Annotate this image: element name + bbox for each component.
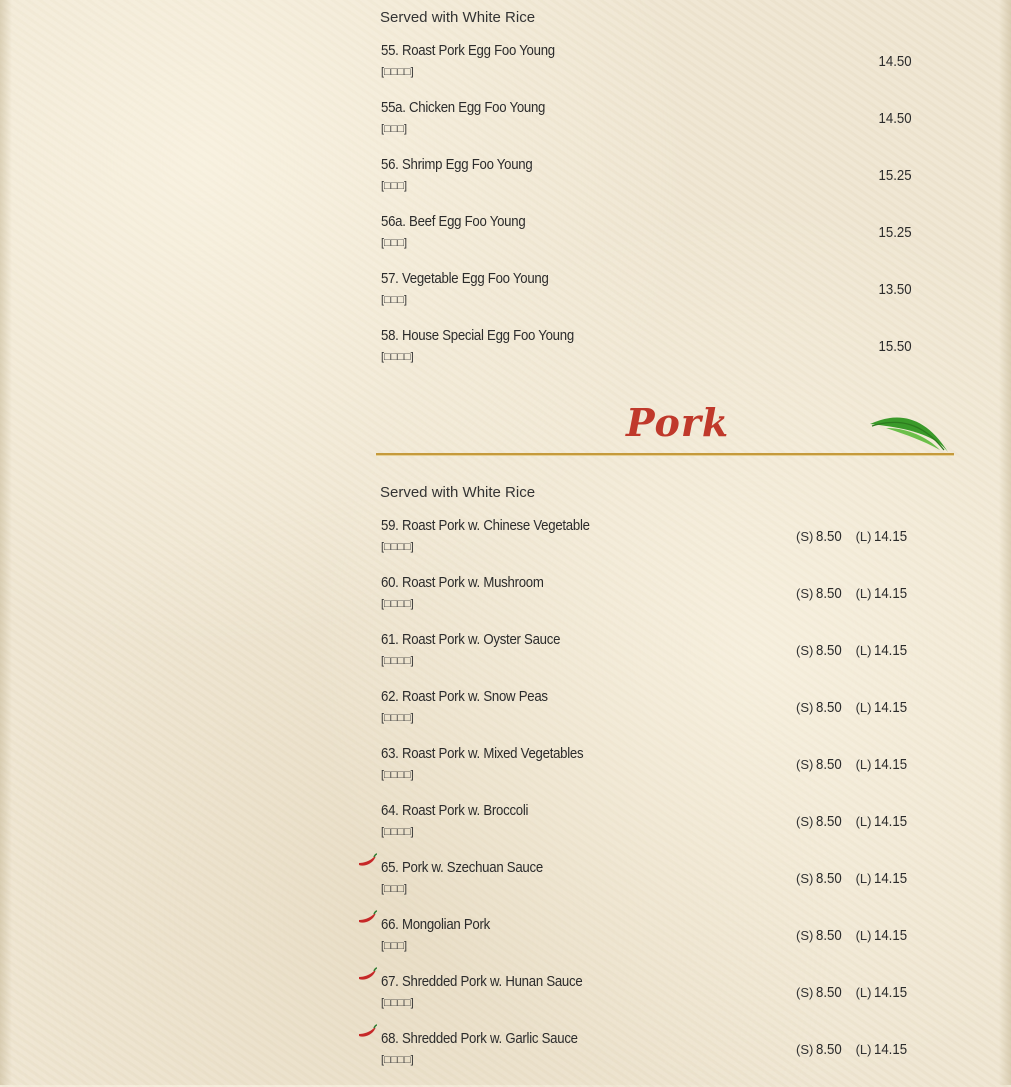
menu-item [356, 973, 956, 1030]
menu-column [356, 0, 956, 1085]
price-small: 8.50 [816, 528, 843, 545]
size-small-label: (S) [796, 814, 814, 829]
item-prices [796, 927, 912, 945]
item-name: 65. Pork w. Szechuan Sauce [381, 859, 543, 876]
item-prices [796, 642, 912, 660]
menu-item [356, 745, 956, 802]
menu-item [356, 327, 956, 384]
menu-item [356, 688, 956, 745]
item-name: 60. Roast Pork w. Mushroom [381, 574, 544, 591]
menu-item [356, 42, 956, 99]
leaf-icon [866, 406, 952, 456]
price-small: 8.50 [816, 984, 843, 1001]
item-name: 55. Roast Pork Egg Foo Young [381, 42, 555, 59]
item-price: 15.25 [878, 224, 912, 241]
item-name: 62. Roast Pork w. Snow Peas [381, 688, 548, 705]
price-large: 14.15 [874, 528, 908, 545]
price-small: 8.50 [816, 585, 843, 602]
size-large-label: (L) [855, 871, 872, 886]
price-small: 8.50 [816, 1041, 843, 1058]
item-chinese-name: [□□□] [381, 294, 408, 306]
item-name: 63. Roast Pork w. Mixed Vegetables [381, 745, 584, 762]
size-small-label: (S) [796, 871, 814, 886]
item-chinese-name: [□□□□] [381, 769, 414, 781]
menu-item [356, 99, 956, 156]
paper-edge-left [0, 0, 12, 1085]
item-prices [796, 984, 912, 1002]
size-small-label: (S) [796, 529, 814, 544]
item-chinese-name: [□□□□] [381, 655, 414, 667]
item-chinese-name: [□□□□] [381, 826, 414, 838]
menu-item [356, 270, 956, 327]
size-small-label: (S) [796, 1042, 814, 1057]
served-note: Served with White Rice [380, 484, 536, 501]
size-large-label: (L) [855, 757, 872, 772]
menu-item [356, 916, 956, 973]
price-small: 8.50 [816, 870, 843, 887]
size-large-label: (L) [855, 1042, 872, 1057]
size-large-label: (L) [855, 928, 872, 943]
size-large-label: (L) [855, 700, 872, 715]
item-chinese-name: [□□□□] [381, 598, 414, 610]
menu-item [356, 574, 956, 631]
item-chinese-name: [□□□□] [381, 997, 414, 1009]
item-name: 66. Mongolian Pork [381, 916, 490, 933]
item-prices [796, 813, 912, 831]
item-name: 67. Shredded Pork w. Hunan Sauce [381, 973, 583, 990]
size-large-label: (L) [855, 586, 872, 601]
menu-item [356, 156, 956, 213]
item-price: 15.50 [878, 338, 912, 355]
item-chinese-name: [□□□] [381, 180, 408, 192]
price-large: 14.15 [874, 699, 908, 716]
item-chinese-name: [□□□□] [381, 712, 414, 724]
item-prices [796, 528, 912, 546]
size-small-label: (S) [796, 586, 814, 601]
served-note: Served with White Rice [380, 9, 536, 26]
item-chinese-name: [□□□□] [381, 1054, 414, 1066]
item-price: 14.50 [878, 110, 912, 127]
size-large-label: (L) [855, 814, 872, 829]
size-small-label: (S) [796, 643, 814, 658]
item-chinese-name: [□□□] [381, 237, 408, 249]
item-name: 61. Roast Pork w. Oyster Sauce [381, 631, 561, 648]
chili-pepper-icon [358, 910, 378, 926]
item-chinese-name: [□□□] [381, 123, 408, 135]
item-chinese-name: [□□□□] [381, 66, 414, 78]
chili-pepper-icon [358, 967, 378, 983]
size-small-label: (S) [796, 700, 814, 715]
size-large-label: (L) [855, 529, 872, 544]
item-chinese-name: [□□□] [381, 940, 408, 952]
item-prices [796, 870, 912, 888]
item-name: 58. House Special Egg Foo Young [381, 327, 574, 344]
price-large: 14.15 [874, 813, 908, 830]
price-small: 8.50 [816, 699, 843, 716]
item-prices [796, 699, 912, 717]
menu-item [356, 631, 956, 688]
menu-item [356, 859, 956, 916]
price-small: 8.50 [816, 642, 843, 659]
section-header-pork [376, 400, 954, 462]
paper-edge-right [999, 0, 1011, 1085]
size-small-label: (S) [796, 757, 814, 772]
price-large: 14.15 [874, 984, 908, 1001]
price-small: 8.50 [816, 927, 843, 944]
chili-pepper-icon [358, 1024, 378, 1040]
chili-pepper-icon [358, 853, 378, 869]
menu-item [356, 1030, 956, 1087]
item-name: 56a. Beef Egg Foo Young [381, 213, 526, 230]
price-large: 14.15 [874, 927, 908, 944]
item-price: 14.50 [878, 53, 912, 70]
size-small-label: (S) [796, 928, 814, 943]
price-large: 14.15 [874, 642, 908, 659]
price-small: 8.50 [816, 756, 843, 773]
price-large: 14.15 [874, 870, 908, 887]
item-name: 55a. Chicken Egg Foo Young [381, 99, 546, 116]
item-name: 59. Roast Pork w. Chinese Vegetable [381, 517, 590, 534]
menu-item [356, 517, 956, 574]
section-divider [376, 453, 954, 456]
menu-item [356, 213, 956, 270]
item-prices [796, 756, 912, 774]
item-price: 13.50 [878, 281, 912, 298]
item-name: 64. Roast Pork w. Broccoli [381, 802, 529, 819]
item-prices [796, 585, 912, 603]
item-price: 15.25 [878, 167, 912, 184]
price-small: 8.50 [816, 813, 843, 830]
menu-item [356, 802, 956, 859]
price-large: 14.15 [874, 585, 908, 602]
item-chinese-name: [□□□] [381, 883, 408, 895]
section-title: Pork [626, 400, 730, 445]
item-name: 56. Shrimp Egg Foo Young [381, 156, 533, 173]
price-large: 14.15 [874, 756, 908, 773]
size-large-label: (L) [855, 985, 872, 1000]
size-large-label: (L) [855, 643, 872, 658]
item-chinese-name: [□□□□] [381, 351, 414, 363]
item-chinese-name: [□□□□] [381, 541, 414, 553]
size-small-label: (S) [796, 985, 814, 1000]
item-name: 57. Vegetable Egg Foo Young [381, 270, 549, 287]
item-name: 68. Shredded Pork w. Garlic Sauce [381, 1030, 578, 1047]
price-large: 14.15 [874, 1041, 908, 1058]
item-prices [796, 1041, 912, 1059]
